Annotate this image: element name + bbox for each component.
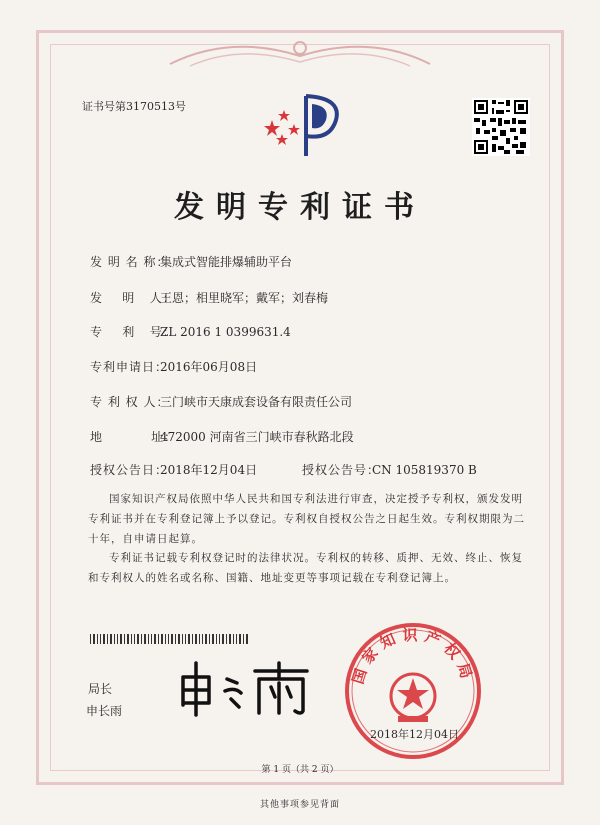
- patentee-label: 专 利 权 人：: [90, 395, 170, 409]
- paragraph-2: 专利证书记载专利权登记时的法律状况。专利权的转移、质押、无效、终止、恢复和专利权人的姓名或名称、国籍、地址变更等事项记载在专利登记簿上。: [88, 552, 523, 584]
- paragraph-1: 国家知识产权局依照中华人民共和国专利法进行审查，决定授予专利权，颁发发明专利证书并在专利登记簿上予以登记。专利权自授权公告之日起生效。专利权期限为二十年，自申请日起算。: [88, 493, 525, 545]
- field-grant-number: [302, 461, 477, 478]
- grant-date-value: 2018年12月04日: [160, 463, 258, 477]
- svg-text:国家知识产权局: [349, 626, 477, 686]
- field-address: [90, 428, 354, 445]
- field-patent-number: [90, 323, 291, 340]
- filing-date-label: 专利申请日：: [90, 360, 169, 374]
- patent-number-value: ZL 2016 1 0399631.4: [160, 325, 291, 339]
- director-signature: [175, 657, 315, 719]
- field-invention-name: [90, 253, 292, 270]
- filing-date-value: 2016年06月08日: [160, 360, 258, 374]
- field-filing-date: [90, 358, 257, 375]
- top-ornament: [150, 34, 450, 74]
- field-grant-date: [90, 461, 257, 478]
- invention-name-label: 发 明 名 称：: [90, 255, 170, 269]
- seal-text: 国家知识产权局: [348, 626, 478, 687]
- inventor-value: 王恩；相里晓军；戴军；刘春梅: [160, 291, 329, 305]
- field-patentee: [90, 393, 352, 410]
- grant-number-label: 授权公告号：: [302, 463, 381, 477]
- seal-date: 2018年12月04日: [370, 728, 459, 741]
- barcode: [90, 634, 250, 644]
- address-value: 472000 河南省三门峡市春秋路北段: [160, 430, 354, 444]
- certificate-number: 证书号第3170513号: [82, 100, 186, 113]
- qr-code: [472, 98, 530, 156]
- grant-number-value: CN 105819370 B: [372, 463, 477, 477]
- patentee-value: 三门峡市天康成套设备有限责任公司: [160, 395, 353, 409]
- page-number: 第 1 页（共 2 页）: [261, 765, 339, 775]
- field-inventor: [90, 289, 328, 306]
- director-title: 局长: [88, 682, 113, 696]
- patent-number-label: 专 利 号：: [90, 325, 176, 339]
- inventor-label: 发 明 人：: [90, 291, 176, 305]
- grant-date-label: 授权公告日：: [90, 463, 169, 477]
- address-label: 地 址：: [90, 430, 178, 444]
- invention-name-value: 集成式智能排爆辅助平台: [160, 255, 293, 269]
- certificate-title: 发明专利证书: [174, 190, 426, 225]
- patent-office-emblem: [262, 90, 346, 160]
- bottom-note: 其他事项参见背面: [259, 800, 340, 810]
- director-name: 申长雨: [86, 704, 123, 718]
